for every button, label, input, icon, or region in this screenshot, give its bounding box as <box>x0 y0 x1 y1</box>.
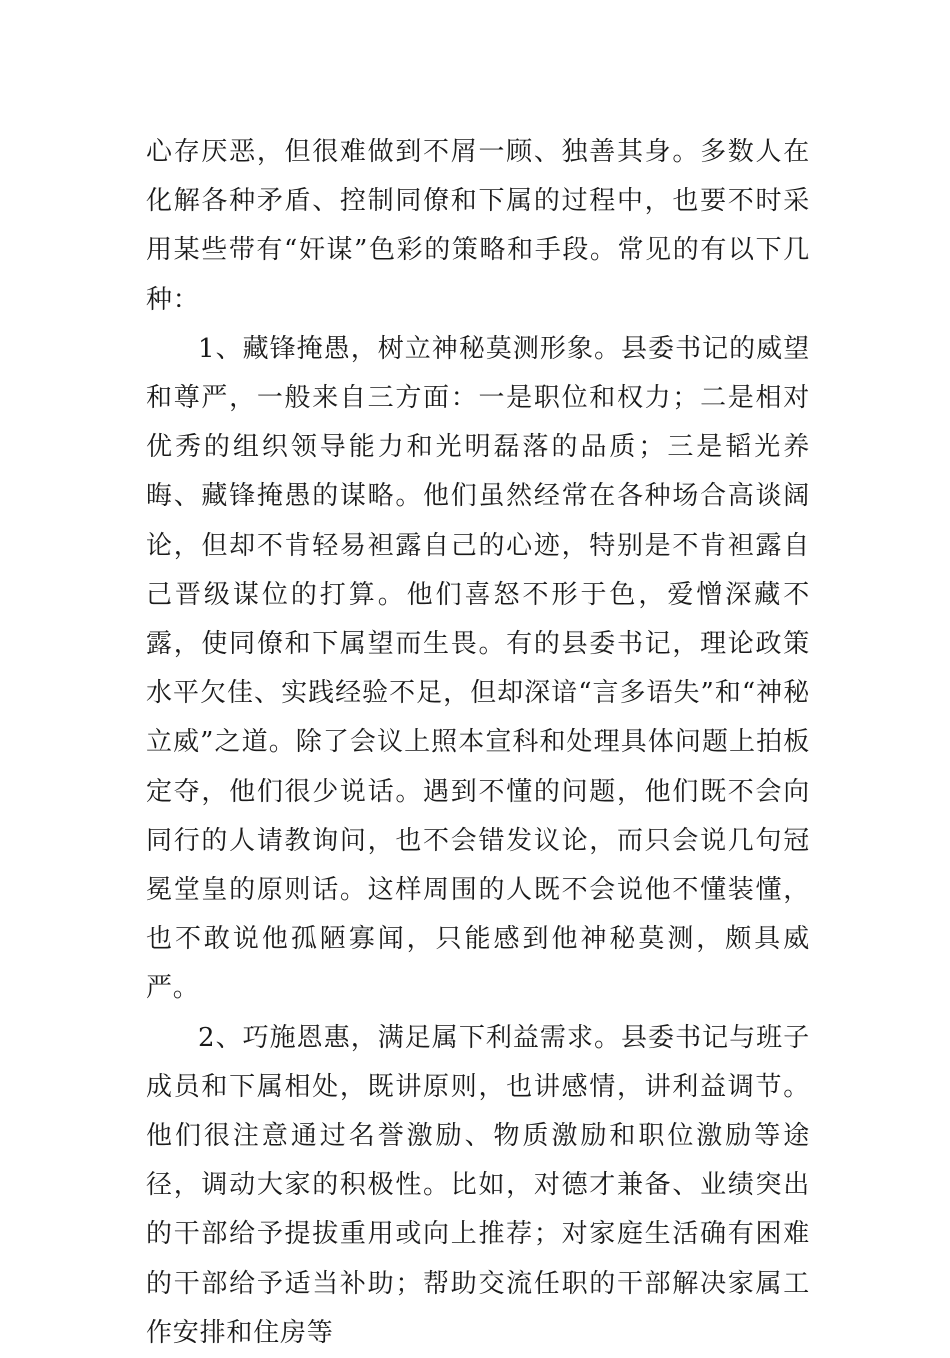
paragraph-section-1: 1、藏锋掩愚，树立神秘莫测形象。县委书记的威望和尊严，一般来自三方面：一是职位和权力；二是相对优秀的组织领导能力和光明磊落的品质；三是韬光养晦、藏锋掩愚的谋略。他们虽然经常在各种场合高谈阔论，但却不肯轻易袒露自己的心迹，特别是不肯袒露自己晋级谋位的打算。他们喜怒不形于色，爱憎深藏不露，使同僚和下属望而生畏。有的县委书记，理论政策水平欠佳、实践经验不足，但却深谙“言多语失”和“神秘立威”之道。除了会议上照本宣科和处理具体问题上拍板定夺，他们很少说话。遇到不懂的问题，他们既不会向同行的人请教询问，也不会错发议论，而只会说几句冠冕堂皇的原则话。这样周围的人既不会说他不懂装懂，也不敢说他孤陋寡闻，只能感到他神秘莫测，颇具威严。 <box>146 333 810 1004</box>
document-body <box>146 128 810 1358</box>
paragraph-section-2: 2、巧施恩惠，满足属下利益需求。县委书记与班子成员和下属相处，既讲原则，也讲感情，讲利益调节。他们很注意通过名誉激励、物质激励和职位激励等途径，调动大家的积极性。比如，对德才兼备、业绩突出的干部给予提拔重用或向上推荐；对家庭生活确有困难的干部给予适当补助；帮助交流任职的干部解决家属工作安排和住房等 <box>146 1022 810 1348</box>
paragraph-continuation: 心存厌恶，但很难做到不屑一顾、独善其身。多数人在化解各种矛盾、控制同僚和下属的过程中，也要不时采用某些带有“奸谋”色彩的策略和手段。常见的有以下几种： <box>146 137 810 315</box>
